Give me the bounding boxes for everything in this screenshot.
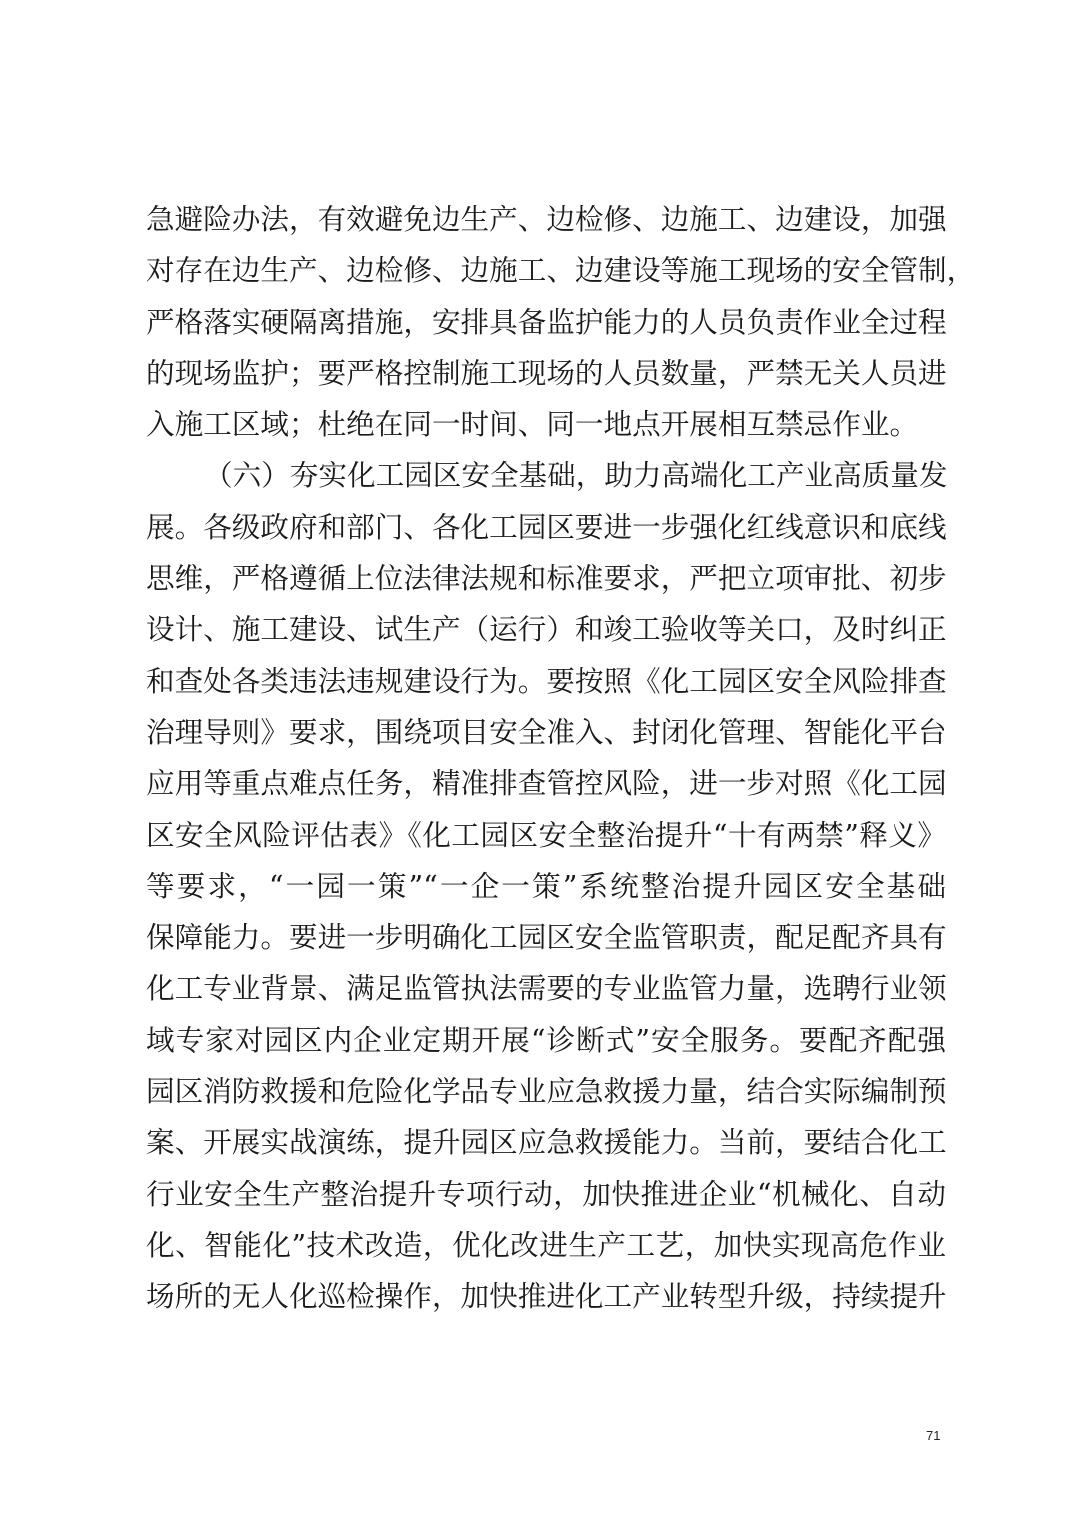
text-line-9: 设计、施工建设、试生产（运行）和竣工验收等关口，及时纠正 (146, 612, 947, 647)
text-line-16: 化工专业背景、满足监管执法需要的专业监管力量，选聘行业领 (146, 971, 947, 1006)
text-line-7: 展。各级政府和部门、各化工园区要进一步强化红线意识和底线 (146, 509, 947, 544)
text-line-15: 保障能力。要进一步明确化工园区安全监管职责，配足配齐具有 (146, 920, 947, 955)
text-line-14: 等要求，“一园一策”“一企一策”系统整治提升园区安全基础 (146, 868, 946, 903)
text-line-1: 急避险办法，有效避免边生产、边检修、边施工、边建设，加强 (146, 202, 947, 236)
section-heading-line: （六）夯实化工园区安全基础，助力高端化工产业高质量发 (204, 458, 948, 493)
text-line-13: 区安全风险评估表》《化工园区安全整治提升“十有两禁”释义》 (146, 817, 946, 852)
text-line-17: 域专家对园区内企业定期开展“诊断式”安全服务。要配齐配强 (146, 1022, 946, 1057)
text-line-8: 思维，严格遵循上位法律法规和标准要求，严把立项审批、初步 (146, 561, 947, 596)
text-line-19: 案、开展实战演练，提升园区应急救援能力。当前，要结合化工 (146, 1125, 947, 1160)
text-line-21: 化、智能化”技术改造，优化改进生产工艺，加快实现高危作业 (146, 1227, 946, 1262)
text-line-20: 行业安全生产整治提升专项行动，加快推进企业“机械化、自动 (146, 1176, 946, 1211)
page-number: 71 (926, 1428, 941, 1443)
text-line-22: 场所的无人化巡检操作，加快推进化工产业转型升级，持续提升 (146, 1279, 947, 1314)
text-line-10: 和查处各类违法违规建设行为。要按照《化工园区安全风险排查 (146, 663, 947, 698)
text-line-11: 治理导则》要求，围绕项目安全准入、封闭化管理、智能化平台 (146, 714, 947, 749)
body-text (146, 194, 976, 1323)
text-line-5: 入施工区域；杜绝在同一时间、同一地点开展相互禁忌作业。 (146, 407, 919, 442)
text-line-12: 应用等重点难点任务，精准排查管控风险，进一步对照《化工园 (146, 766, 947, 801)
text-line-2: 对存在边生产、边检修、边施工、边建设等施工现场的安全管制， (146, 253, 976, 288)
text-line-18: 园区消防救援和危险化学品专业应急救援力量，结合实际编制预 (146, 1074, 947, 1109)
text-line-3: 严格落实硬隔离措施，安排具备监护能力的人员负责作业全过程 (146, 304, 947, 339)
text-line-4: 的现场监护；要严格控制施工现场的人员数量，严禁无关人员进 (146, 355, 947, 390)
